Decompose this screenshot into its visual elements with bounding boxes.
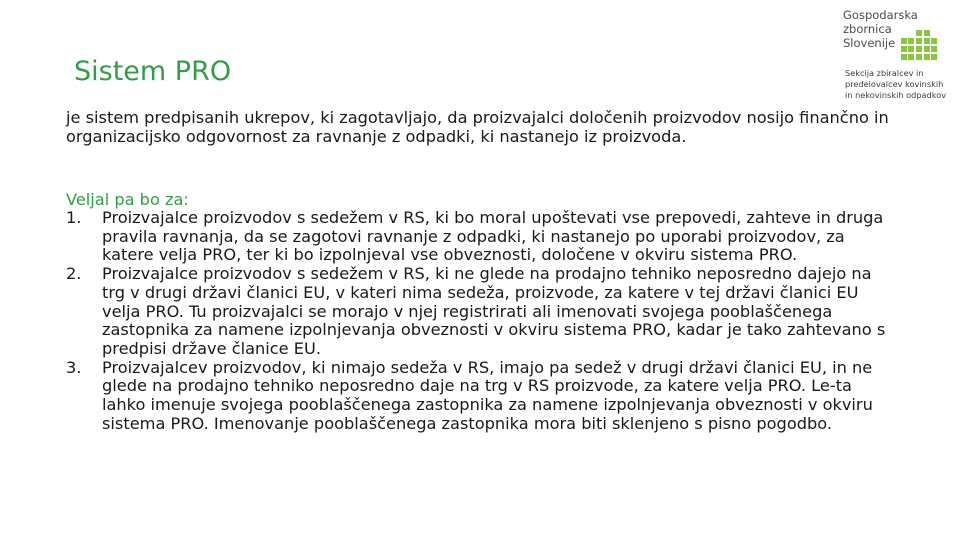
list-item [66,359,896,434]
slide-title: Sistem PRO [74,56,232,87]
logo-section-line: predelovalcev kovinskih [845,79,944,89]
list-item-number: 3. [66,357,82,377]
intro-paragraph: je sistem predpisanih ukrepov, ki zagotavljajo, da proizvajalci določenih proizvodov nosijo finančno in organizacijsko odgovornost za ravnanje z odpadki, ki nastanejo iz proizvoda. [66,108,889,146]
list-item [66,265,896,359]
numbered-list [66,209,896,433]
list-item [66,209,896,265]
list-item-text: Proizvajalce proizvodov s sedežem v RS, ki ne glede na prodajno tehniko neposredno dajejo na trg v drugi državi članici EU, v kateri nima sedeža, proizvode, za katere v tej državi članici EU velja PRO. Tu proizvajalci se morajo v njej registrirati ali imenovati svojega pooblaščenega zastopnika za namene izpolnjevanja obveznosti v okviru sistema PRO, kadar je tako zahtevano s predpisi države članice EU. [102,264,886,358]
logo-name-line: Slovenije [843,36,896,50]
list-heading: Veljal pa bo za: [66,190,189,209]
logo-grid-icon [901,30,937,64]
logo-name-line: zbornica [843,22,892,36]
list-item-number: 1. [66,208,82,227]
list-item-text: Proizvajalcev proizvodov, ki nimajo sedeža v RS, imajo pa sedež v drugi državi članici EU, in ne glede na prodajno tehniko neposredno daje na trg v RS proizvode, za katere velja PRO. Le-ta lahko imenuje svojega pooblaščenega zastopnika za namene izpolnjevanja obveznosti v okviru sistema PRO. Imenovanje pooblaščenega zastopnika mora biti sklenjeno s pisno pogodbo. [102,357,873,433]
logo-section-line: Sekcija zbiralcev in [845,68,924,78]
logo-section-name [845,68,957,101]
gzs-logo [843,8,955,108]
logo-section-line: in nekovinskih odpadkov [845,90,947,100]
list-item-number: 2. [66,264,82,284]
list-item-text: Proizvajalce proizvodov s sedežem v RS, ki bo moral upoštevati vse prepovedi, zahteve in druga pravila ravnanja, da se zagotovi ravnanje z odpadki, ki nastanejo po uporabi proizvodov, za katere velja PRO, ter ki bo izpolnjeval vse obveznosti, določene v okviru sistema PRO. [102,208,884,265]
logo-name-line: Gospodarska [843,8,918,22]
logo-organization-name [843,8,918,50]
